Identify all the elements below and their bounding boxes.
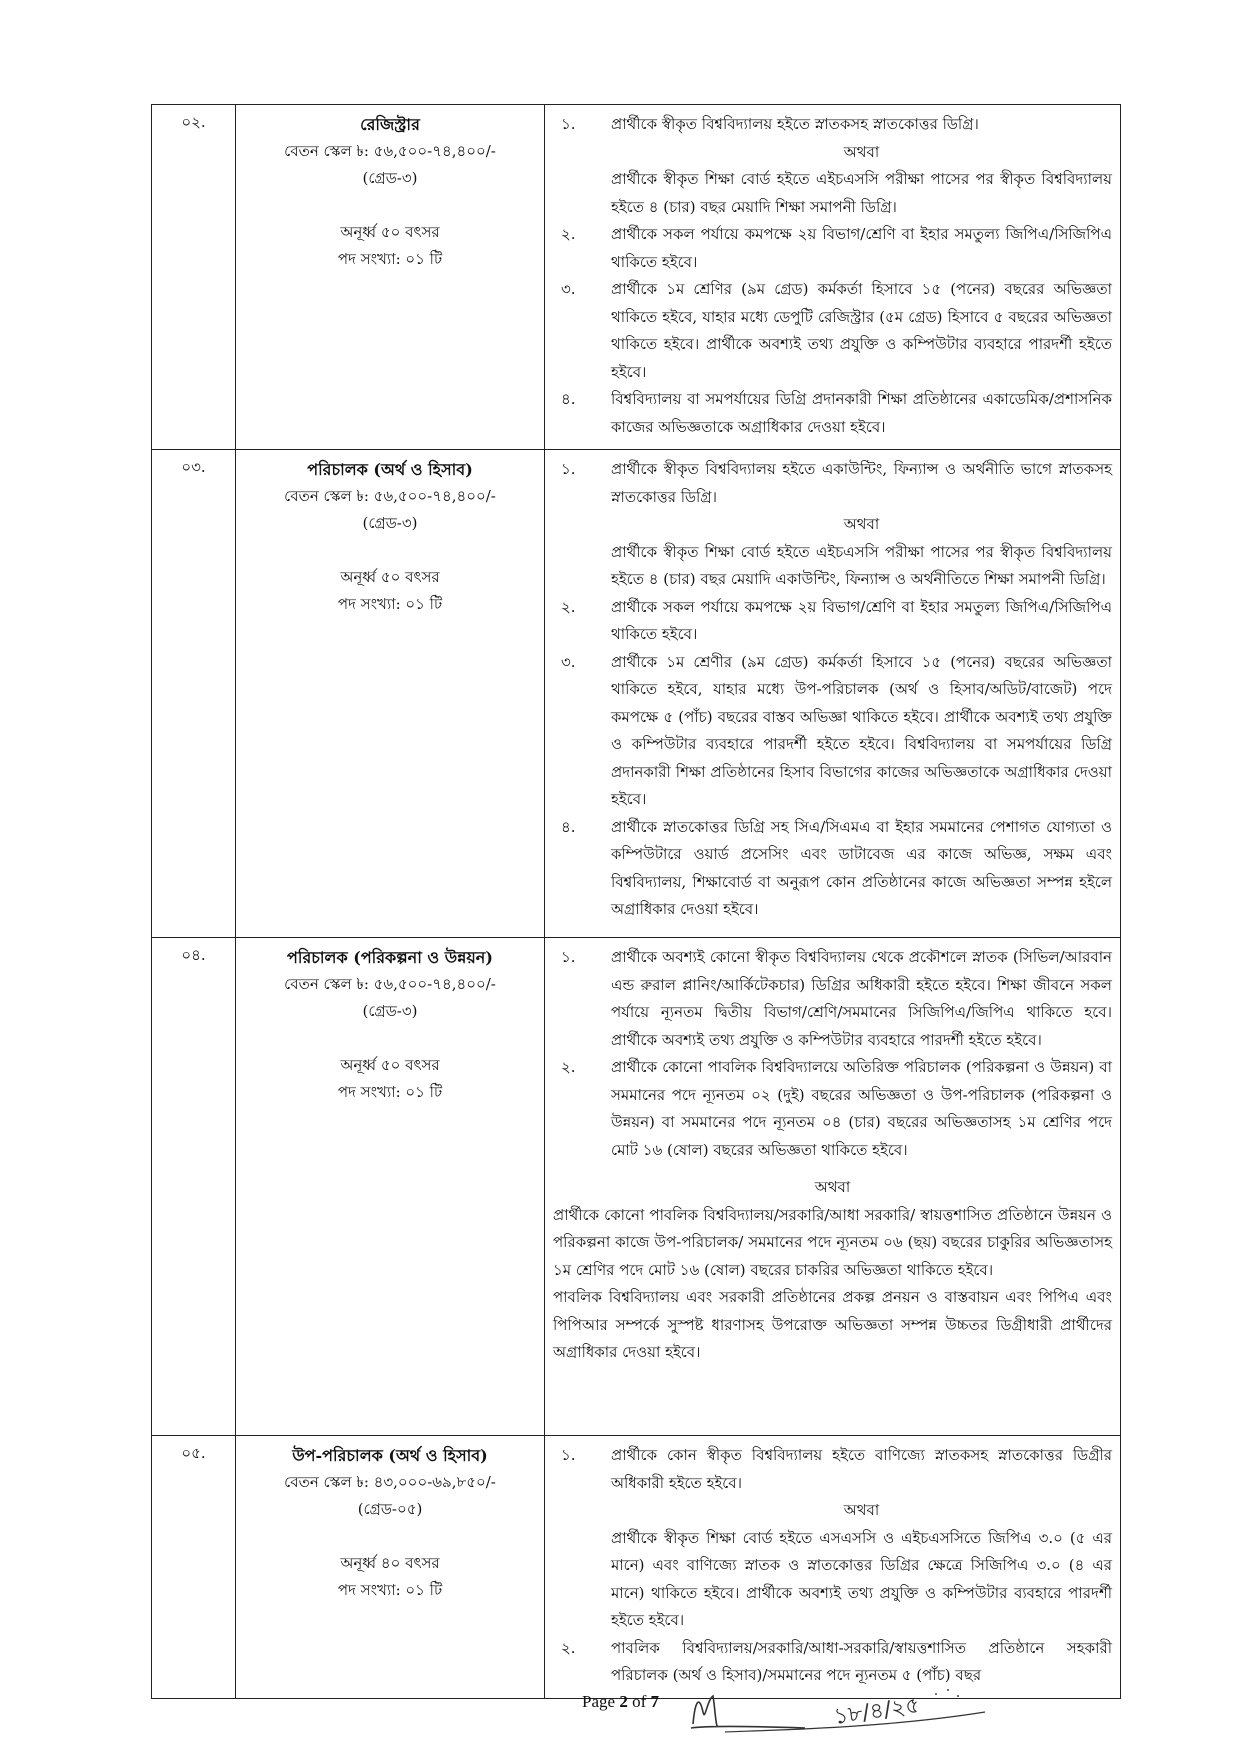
post-info (236, 105, 545, 450)
list-item (553, 111, 1112, 221)
page-of: of (627, 1692, 651, 1711)
page-number (0, 1692, 1241, 1712)
item-number: ৪. (561, 817, 576, 836)
list-item (553, 944, 1112, 1054)
post-title: উপ-পরিচালক (অর্থ ও হিসাব) (292, 1446, 488, 1465)
or-separator: অথবা (843, 1501, 880, 1519)
item-number: ১. (561, 1446, 576, 1464)
requirement-text: প্রার্থীকে সকল পর্যায়ে কমপক্ষে ২য় বিভাগ/শ্রেণি বা ইহার সমতুল্য জিপিএ/সিজিপিএ থাকিতে হইবে। (611, 225, 1112, 271)
requirement-text: পাবলিক বিশ্ববিদ্যালয়/সরকারি/আধা-সরকারি/স্বায়ত্তশাসিত প্রতিষ্ঠানে সহকারী পরিচালক (অর্থ ও হিসাব)/সমমানের পদে ন্যূনতম ৫ (পাঁচ) বছর (611, 1638, 1112, 1684)
vacancy-count: পদ সংখ্যা: ০১ টি (337, 1083, 443, 1101)
post-title: পরিচালক (পরিকল্পনা ও উন্নয়ন) (287, 948, 493, 967)
list-item (553, 1054, 1112, 1164)
list-item (553, 1442, 1112, 1635)
list-item (553, 276, 1112, 386)
vacancy-count: পদ সংখ্যা: ০১ টি (337, 250, 443, 268)
age-limit: অনূর্ধ্ব ৪০ বৎসর (340, 1554, 440, 1572)
requirement-text: প্রার্থীকে কোন স্বীকৃত বিশ্ববিদ্যালয় হইতে বাণিজ্যে স্নাতকসহ স্নাতকোত্তর ডিগ্রীর অধিকারী হইতে হইবে। (611, 1446, 1112, 1492)
item-number: ৩. (561, 652, 576, 671)
table-row (152, 105, 1121, 450)
requirement-text: প্রার্থীকে স্নাতকোত্তর ডিগ্রি সহ সিএ/সিএমএ বা ইহার সমমানের পেশাগত যোগ্যতা ও কম্পিউটারে ওয়ার্ড প্রসেসিং এবং ডাটাবেজ এর কাজে অভিজ্ঞ, সক্ষম এবং বিশ্ববিদ্যালয়, শিক্ষাবোর্ড বা অনুরূপ কোন প্রতিষ্ঠানের কাজে অভিজ্ঞতা সম্পন্ন হইলে অগ্রাধিকার দেওয়া হইবে। (611, 817, 1112, 918)
requirement-text: প্রার্থীকে সকল পর্যায়ে কমপক্ষে ২য় বিভাগ/শ্রেণি বা ইহার সমতুল্য জিপিএ/সিজিপিএ থাকিতে হইবে। (611, 597, 1112, 643)
requirement-alt-text: প্রার্থীকে স্বীকৃত শিক্ষা বোর্ড হইতে এইচএসসি পরীক্ষা পাসের পর স্বীকৃত বিশ্ববিদ্যালয় হইতে ৪ (চার) বছর মেয়াদি একাউন্টিং, ফিন্যান্স ও অর্থনীতিতে শিক্ষা সমাপনী ডিগ্রি। (611, 542, 1112, 588)
requirement-text: প্রার্থীকে কোনো পাবলিক বিশ্ববিদ্যালয়ে অতিরিক্ত পরিচালক (পরিকল্পনা ও উন্নয়ন) বা সমমানের পদে ন্যূনতম ০২ (দুই) বছরের অভিজ্ঞতা ও উপ-পরিচালক (পরিকল্পনা ও উন্নয়ন) বা সমমানের পদে ন্যূনতম ০৪ (চার) বছরের অভিজ্ঞতাসহ ১ম শ্রেণির পদে মোট ১৬ (ষোল) বছরের অভিজ্ঞতা থাকিতে হইবে। (611, 1058, 1112, 1159)
vacancy-count: পদ সংখ্যা: ০১ টি (337, 1581, 443, 1599)
grade: (গ্রেড-৩) (362, 169, 418, 187)
list-item (553, 649, 1112, 814)
list-item (553, 221, 1112, 276)
requirement-alt-text: প্রার্থীকে স্বীকৃত শিক্ষা বোর্ড হইতে এসএসসি ও এইচএসসিতে জিপিএ ৩.০ (৫ এর মানে) এবং বাণিজ্যে স্নাতক ও স্নাতকোত্তর ডিগ্রির ক্ষেত্রে সিজিপিএ ৩.০ (৪ এর মানে) থাকিতে হইবে। প্রার্থীকে অবশ্যই তথ্য প্রযুক্তি ও কম্পিউটার ব্যবহারে পারদর্শী হইতে হইবে। (611, 1528, 1112, 1629)
requirements (545, 1436, 1121, 1699)
vacancy-count: পদ সংখ্যা: ০১ টি (337, 595, 443, 613)
posts-table (151, 104, 1121, 1699)
age-limit: অনূর্ধ্ব ৫০ বৎসর (340, 568, 440, 586)
requirements (545, 105, 1121, 450)
item-number: ১. (561, 460, 576, 478)
age-limit: অনূর্ধ্ব ৫০ বৎসর (340, 1056, 440, 1074)
item-number: ১. (561, 115, 576, 133)
requirement-text: প্রার্থীকে ১ম শ্রেণীর (৯ম গ্রেড) কর্মকর্তা হিসাবে ১৫ (পনের) বছরের অভিজ্ঞতা থাকিতে হইবে, যাহার মধ্যে উপ-পরিচালক (অর্থ ও হিসাব/অডিট/বাজেট) পদে কমপক্ষে ৫ (পাঁচ) বছরের বাস্তব অভিজ্ঞা থাকিতে হইবে। প্রার্থীকে অবশ্যই তথ্য প্রযুক্তি ও কম্পিউটার ব্যবহারে পারদর্শী হইতে হইবে। বিশ্ববিদ্যালয় বা সমপর্যায়ের ডিগ্রি প্রদানকারী শিক্ষা প্রতিষ্ঠানের হিসাব বিভাগের কাজের অভিজ্ঞতাকে অগ্রাধিকার দেওয়া হইবে। (611, 652, 1112, 808)
list-item (553, 814, 1112, 924)
page-total: 7 (650, 1692, 659, 1711)
table-row (152, 938, 1121, 1436)
signature-initial-stroke (691, 1696, 805, 1728)
page-prefix: Page (582, 1692, 620, 1711)
grade: (গ্রেড-৩) (362, 1002, 418, 1020)
table-row (152, 450, 1121, 938)
item-number: ২. (561, 1058, 576, 1076)
item-number: ২. (561, 225, 576, 243)
list-item (553, 386, 1112, 441)
requirements (545, 450, 1121, 938)
post-info (236, 450, 545, 938)
page-current: 2 (619, 1692, 628, 1711)
serial-number: ০২. (152, 105, 236, 450)
requirement-alt-text: প্রার্থীকে কোনো পাবলিক বিশ্ববিদ্যালয়/সরকারি/আধা সরকারি/ স্বায়ত্তশাসিত প্রতিষ্ঠানে উন্নয়ন ও পরিকল্পনা কাজে উপ-পরিচালক/ সমমানের পদে ন্যূনতম ০৬ (ছয়) বছরের চাকুরির অভিজ্ঞতাসহ ১ম শ্রেণির পদে মোট ১৬ (ষোল) বছরের চাকরির অভিজ্ঞতা থাকিতে হইবে। (553, 1205, 1112, 1279)
post-title: পরিচালক (অর্থ ও হিসাব) (307, 460, 473, 479)
or-separator: অথবা (843, 142, 880, 161)
age-limit: অনূর্ধ্ব ৫০ বৎসর (340, 223, 440, 241)
serial-number: ০৪. (152, 938, 236, 1436)
requirement-text: প্রার্থীকে অবশ্যই কোনো স্বীকৃত বিশ্ববিদ্যালয় থেকে প্রকৌশলে স্নাতক (সিভিল/আরবান এন্ড রুরাল প্লানিং/আর্কিটেকচার) ডিগ্রির অধিকারী হইতে হইবে। শিক্ষা জীবনে সকল পর্যায়ে ন্যূনতম দ্বিতীয় বিভাগ/শ্রেণি/সমমানের সিজিপিএ/জিপিএ থাকিতে হবে। প্রার্থীকে অবশ্যই তথ্য প্রযুক্তি ও কম্পিউটার ব্যবহারে পারদর্শী হইতে হইবে। (611, 948, 1112, 1049)
requirement-text: বিশ্ববিদ্যালয় বা সমপর্যায়ের ডিগ্রি প্রদানকারী শিক্ষা প্রতিষ্ঠানের একাডেমিক/প্রশাসনিক কাজের অভিজ্ঞতাকে অগ্রাধিকার দেওয়া হইবে। (611, 390, 1112, 436)
requirement-text: প্রার্থীকে স্বীকৃত বিশ্ববিদ্যালয় হইতে স্নাতকসহ স্নাতকোত্তর ডিগ্রি। (611, 115, 979, 133)
pay-scale: বেতন স্কেল ৳: ৫৬,৫০০-৭৪,৪০০/- (284, 975, 496, 993)
requirements (545, 938, 1121, 1436)
grade: (গ্রেড-০৫) (357, 1500, 423, 1518)
requirement-text: প্রার্থীকে স্বীকৃত বিশ্ববিদ্যালয় হইতে একাউন্টিং, ফিন্যান্স ও অর্থনীতি ভাগে স্নাতকসহ স্নাতকোত্তর ডিগ্রি। (611, 460, 1112, 506)
requirement-alt-text: প্রার্থীকে স্বীকৃত শিক্ষা বোর্ড হইতে এইচএসসি পরীক্ষা পাসের পর স্বীকৃত বিশ্ববিদ্যালয় হইতে ৪ (চার) বছর মেয়াদি শিক্ষা সমাপনী ডিগ্রি। (611, 170, 1112, 216)
pay-scale: বেতন স্কেল ৳: ৫৬,৫০০-৭৪,৪০০/- (284, 487, 496, 505)
signature-dots (935, 1690, 959, 1696)
signature-date: ১৮/৪/২৫ (832, 1693, 922, 1730)
requirement-text: প্রার্থীকে ১ম শ্রেণির (৯ম গ্রেড) কর্মকর্তা হিসাবে ১৫ (পনের) বছরের অভিজ্ঞতা থাকিতে হইবে, যাহার মধ্যে ডেপুটি রেজিস্ট্রার (৫ম গ্রেড) হিসাবে ৫ বছরের অভিজ্ঞতা থাকিতে হইবে। প্রার্থীকে অবশ্যই তথ্য প্রযুক্তি ও কম্পিউটার ব্যবহারে পারদর্শী হইতে হইবে। (611, 280, 1112, 381)
item-number: ২. (561, 1638, 576, 1657)
or-separator: অথবা (843, 515, 880, 533)
post-title: রেজিস্ট্রার (360, 115, 420, 134)
post-info (236, 1436, 545, 1699)
item-number: ৩. (561, 280, 576, 298)
serial-number: ০৫. (152, 1436, 236, 1699)
requirement-extra-text: পাবলিক বিশ্ববিদ্যালয় এবং সরকারী প্রতিষ্ঠানের প্রকল্প প্রনয়ন ও বাস্তবায়ন এবং পিপিএ এবং পিপিআর সম্পর্কে সুস্পষ্ট ধারণাসহ উপরোক্ত অভিজ্ঞতা সম্পন্ন উচ্চতর ডিগ্রীধারী প্রার্থীদের অগ্রাধিকার দেওয়া হইবে। (553, 1288, 1112, 1361)
item-number: ২. (561, 597, 576, 616)
pay-scale: বেতন স্কেল ৳: ৫৬,৫০০-৭৪,৪০০/- (284, 142, 496, 160)
item-number: ১. (561, 948, 576, 966)
handwritten-signature (685, 1682, 1015, 1742)
list-item (553, 456, 1112, 594)
list-item (553, 594, 1112, 649)
post-info (236, 938, 545, 1436)
table-row (152, 1436, 1121, 1699)
pay-scale: বেতন স্কেল ৳: ৪৩,০০০-৬৯,৮৫০/- (284, 1473, 496, 1491)
grade: (গ্রেড-৩) (362, 514, 418, 532)
serial-number: ০৩. (152, 450, 236, 938)
item-number: ৪. (561, 390, 576, 408)
or-separator: অথবা (814, 1178, 851, 1196)
